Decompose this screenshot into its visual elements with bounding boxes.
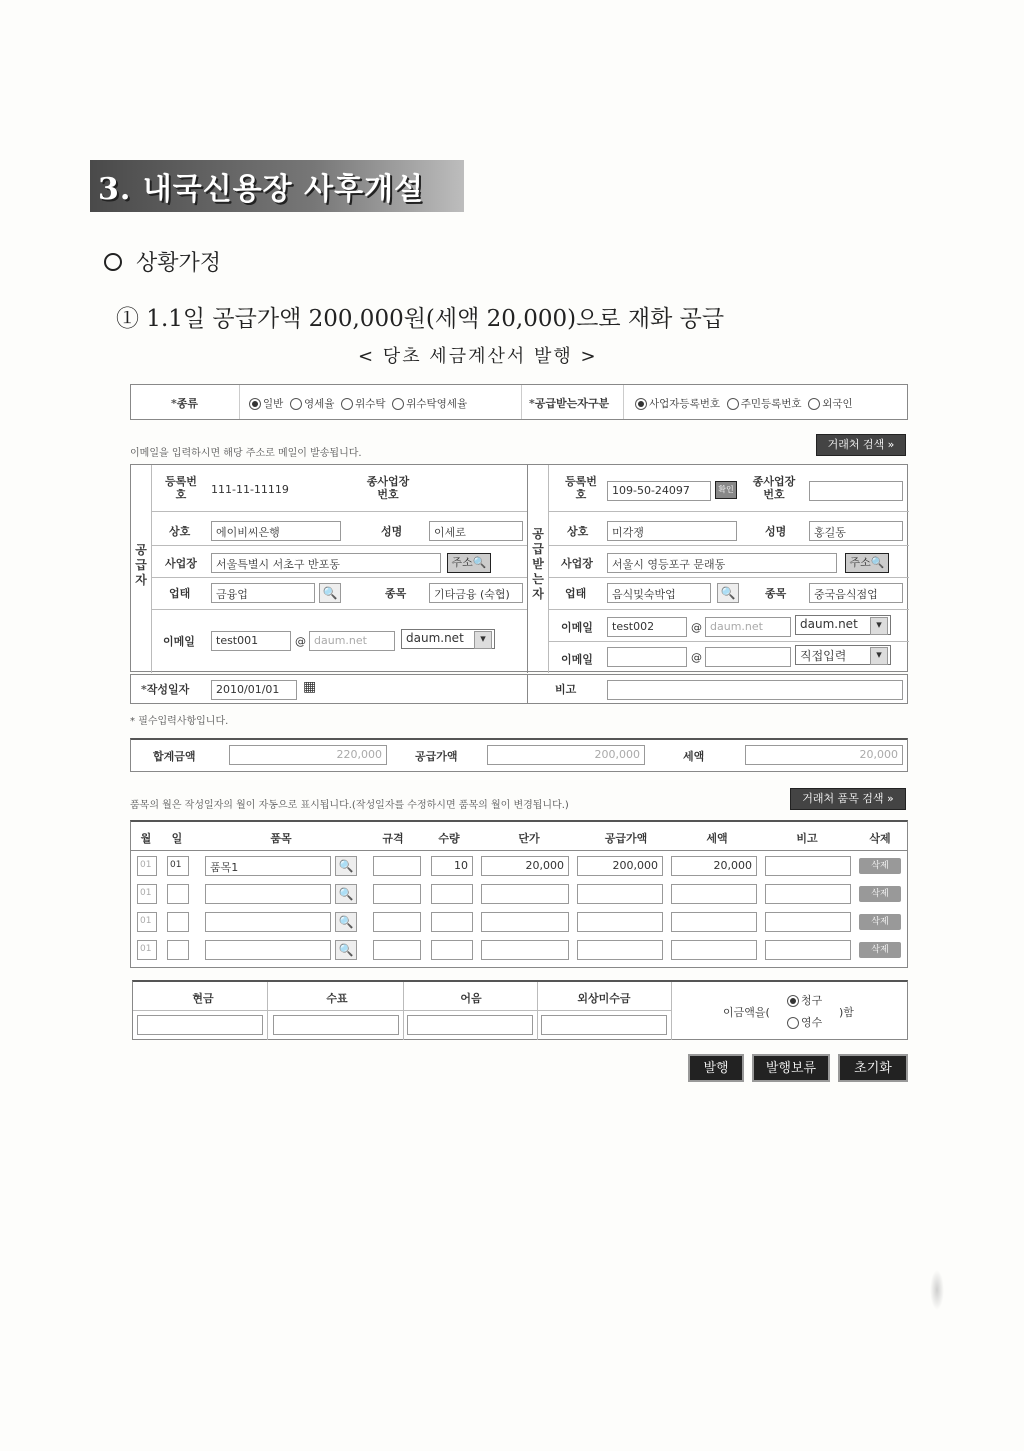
at-sign: @ <box>691 621 702 634</box>
receipt-radio[interactable]: 영수 <box>787 1014 822 1030</box>
radio-icon[interactable] <box>341 398 353 410</box>
supplier-name-input[interactable]: 에이비씨은행 <box>211 521 341 541</box>
delete-button[interactable]: 삭제 <box>859 914 901 930</box>
total-amount: 220,000 <box>229 745 387 765</box>
search-icon[interactable]: 🔍 <box>335 940 357 960</box>
receiver-email2-id-input[interactable] <box>607 647 687 667</box>
radio-icon[interactable] <box>635 398 647 410</box>
supplier-email-domain-input[interactable]: daum.net <box>309 631 395 651</box>
item-search-button[interactable]: 거래처 품목 검색 » <box>790 788 906 810</box>
search-icon[interactable]: 🔍 <box>335 912 357 932</box>
receiver-email-select[interactable]: daum.net ▾ <box>795 615 891 635</box>
hold-button[interactable]: 발행보류 <box>752 1054 830 1082</box>
calendar-icon[interactable]: ▦ <box>303 679 317 695</box>
delete-button[interactable]: 삭제 <box>859 858 901 874</box>
check-input[interactable] <box>273 1015 399 1035</box>
search-icon[interactable]: 🔍 <box>717 583 739 603</box>
partner-search-button[interactable]: 거래처 검색 » <box>816 434 906 456</box>
radio-icon[interactable] <box>808 398 820 410</box>
scan-mark <box>930 1270 944 1310</box>
supplier-item-input[interactable]: 기타금융 (숙협) <box>429 583 523 603</box>
date-input[interactable]: 2010/01/01 <box>211 680 297 700</box>
receiver-address-input[interactable]: 서울시 영등포구 문래동 <box>607 553 837 573</box>
date-row: *작성일자 2010/01/01 ▦ 비고 <box>130 674 908 704</box>
radio-icon[interactable] <box>249 398 261 410</box>
figure-caption: < 당초 세금계산서 발행 > <box>358 346 598 367</box>
receiver-email-id-input[interactable]: test002 <box>607 617 687 637</box>
search-icon[interactable]: 🔍 <box>319 583 341 603</box>
receiver-item-input[interactable]: 중국음식점업 <box>809 583 903 603</box>
items-notice: 품목의 월은 작성일자의 월이 자동으로 표시됩니다.(작성일자를 수정하시면 품목의 월이 변경됩니다.) <box>130 800 569 811</box>
scenario-text: ① 1.1일 공급가액 200,000원(세액 20,000)으로 재화 공급 <box>116 306 725 332</box>
items-table: 월 일 품목 규격 수량 단가 공급가액 세액 비고 삭제 01 01 품목1 🔍 10 20,000 200,000 20,000 삭제 01 🔍 삭제 01 🔍 삭제 01 🔍 삭제 <box>130 820 908 968</box>
reset-button[interactable]: 초기화 <box>838 1054 908 1082</box>
section-heading: 3. 내국신용장 사후개설 <box>90 160 464 212</box>
supplier-business-input[interactable]: 금융업 <box>211 583 315 603</box>
supplier-address-input[interactable]: 서울특별시 서초구 반포동 <box>211 553 441 573</box>
supplier-address-button[interactable]: 주소🔍 <box>447 553 491 573</box>
email-notice: 이메일을 입력하시면 해당 주소로 메일이 발송됩니다. <box>130 448 362 459</box>
supply-amount: 200,000 <box>487 745 645 765</box>
receiver-email2-domain-input[interactable] <box>705 647 791 667</box>
supplier-reg-no: 111-11-11119 <box>211 483 289 496</box>
receiver-ceo-input[interactable]: 홍길동 <box>809 521 903 541</box>
receiver-confirm-button[interactable]: 확인 <box>715 481 737 499</box>
receiver-name-input[interactable]: 미각쟁 <box>607 521 737 541</box>
cash-input[interactable] <box>137 1015 263 1035</box>
issue-button[interactable]: 발행 <box>688 1054 744 1082</box>
claim-radio[interactable]: 청구 <box>787 992 822 1008</box>
at-sign: @ <box>295 635 306 648</box>
supplier-email-select[interactable]: daum.net ▾ <box>401 629 495 649</box>
at-sign: @ <box>691 651 702 664</box>
search-icon[interactable]: 🔍 <box>335 856 357 876</box>
type-row: *종류 일반 영세율 위수탁 위수탁영세율 *공급받는자구분 사업자등록번호 주민등록번호 외국인 <box>130 384 908 420</box>
receiver-reg-no-input[interactable]: 109-50-24097 <box>607 481 711 501</box>
table-row: 01 01 품목1 🔍 10 20,000 200,000 20,000 삭제 <box>131 856 907 880</box>
radio-icon[interactable] <box>787 995 799 1007</box>
delete-button[interactable]: 삭제 <box>859 942 901 958</box>
supplier-title: 공 급 자 <box>135 543 147 587</box>
table-row: 01 🔍 삭제 <box>131 912 907 936</box>
radio-icon[interactable] <box>787 1017 799 1029</box>
radio-icon[interactable] <box>727 398 739 410</box>
section-subtitle: 상황가정 <box>104 246 221 277</box>
receiver-address-button[interactable]: 주소🔍 <box>845 553 889 573</box>
remark-input[interactable] <box>607 680 903 700</box>
receiver-email2-select[interactable]: 직접입력 ▾ <box>795 645 891 665</box>
receiver-title: 공 급 받 는 자 <box>532 527 544 601</box>
type-radio-group[interactable]: 일반 영세율 위수탁 위수탁영세율 <box>249 396 467 411</box>
note-input[interactable] <box>407 1015 533 1035</box>
required-notice: * 필수입력사항입니다. <box>130 716 229 727</box>
receiver-email-domain-input[interactable]: daum.net <box>705 617 791 637</box>
supplier-ceo-input[interactable]: 이세로 <box>429 521 523 541</box>
parties-block: 공 급 자 공 급 받 는 자 등록번호 111-11-11119 종사업장번호 상호 에이비씨은행 성명 이세로 사업장 서울특별시 서초구 반포동 주소🔍 업태 금융업 🔍 종목 기타금융 (숙협) 이메일 test001 @ daum.net daum.net ▾ 등록번호 109-50-24097 확인 종사업장번호 상호 미각쟁 성명 홍길동 사업장 서울시 영등포구 문래동 주소🔍 업태 음식및숙박업 🔍 종목 중국음식점업 이메일 test002 @ daum.net daum.net ▾ 이메일 @ 직접입력 ▾ <box>130 464 908 672</box>
payment-table: 현금 수표 어음 외상미수금 이금액을( 청구 영수 )함 <box>132 980 908 1040</box>
tax-amount: 20,000 <box>745 745 903 765</box>
search-icon[interactable]: 🔍 <box>335 884 357 904</box>
radio-icon[interactable] <box>290 398 302 410</box>
table-row: 01 🔍 삭제 <box>131 940 907 964</box>
supplier-email-id-input[interactable]: test001 <box>211 631 291 651</box>
recipient-type-radio-group[interactable]: 사업자등록번호 주민등록번호 외국인 <box>635 396 853 411</box>
delete-button[interactable]: 삭제 <box>859 886 901 902</box>
receiver-business-input[interactable]: 음식및숙박업 <box>607 583 711 603</box>
receiver-branch-input[interactable] <box>809 481 903 501</box>
table-row: 01 🔍 삭제 <box>131 884 907 908</box>
totals-row: 합계금액 220,000 공급가액 200,000 세액 20,000 <box>130 738 908 772</box>
circle-bullet-icon <box>104 253 122 271</box>
tax-invoice-form <box>130 384 908 1084</box>
credit-input[interactable] <box>541 1015 667 1035</box>
radio-icon[interactable] <box>392 398 404 410</box>
